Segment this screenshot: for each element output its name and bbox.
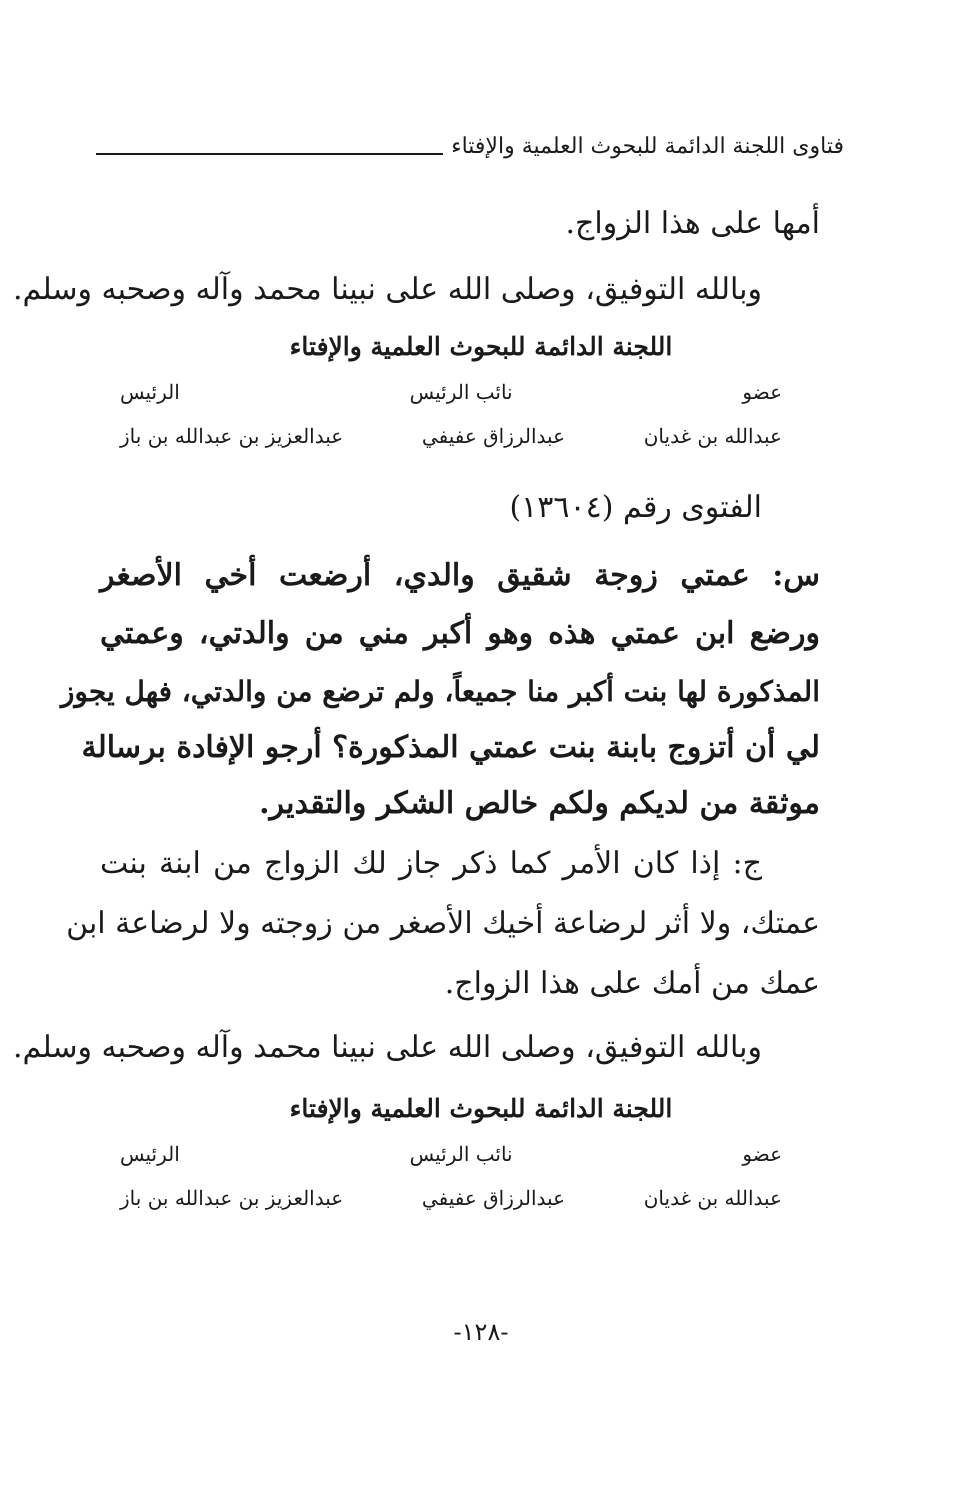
answer-line: ج: إذا كان الأمر كما ذكر جاز لك الزواج من ابنة بنت (100, 846, 762, 881)
name-vice-president: عبدالرزاق عفيفي (421, 424, 566, 448)
closing-prayer: وبالله التوفيق، وصلى الله على نبينا محمد وآله وصحبه وسلم. (12, 1030, 762, 1065)
question-line: لي أن أتزوج بابنة بنت عمتي المذكورة؟ أرجو الإفادة برسالة (81, 730, 820, 765)
name-member: عبدالله بن غديان (643, 1186, 782, 1210)
question-line: موثقة من لديكم ولكم خالص الشكر والتقدير. (259, 786, 820, 821)
signature-names (120, 1186, 782, 1210)
continued-text: أمها على هذا الزواج. (565, 206, 820, 241)
role-vice-president: نائب الرئيس (409, 1142, 513, 1166)
signature-names (120, 424, 782, 448)
committee-name: اللجنة الدائمة للبحوث العلمية والإفتاء (289, 1094, 673, 1123)
closing-prayer: وبالله التوفيق، وصلى الله على نبينا محمد وآله وصحبه وسلم. (12, 272, 762, 307)
answer-line: عمتك، ولا أثر لرضاعة أخيك الأصغر من زوجته ولا لرضاعة ابن (66, 906, 820, 941)
signature-roles (120, 1142, 782, 1166)
role-member: عضو (742, 380, 782, 404)
page-number: -١٢٨- (453, 1318, 509, 1346)
name-president: عبدالعزيز بن عبدالله بن باز (120, 424, 344, 448)
question-line: ورضع ابن عمتي هذه وهو أكبر مني من والدتي، وعمتي (100, 616, 820, 651)
question-line: س: عمتي زوجة شقيق والدي، أرضعت أخي الأصغر (100, 558, 820, 593)
signature-roles (120, 380, 782, 404)
role-president: الرئيس (120, 1142, 180, 1166)
role-president: الرئيس (120, 380, 180, 404)
role-vice-president: نائب الرئيس (409, 380, 513, 404)
name-vice-president: عبدالرزاق عفيفي (421, 1186, 566, 1210)
committee-name: اللجنة الدائمة للبحوث العلمية والإفتاء (289, 332, 673, 361)
answer-line: عمك من أمك على هذا الزواج. (444, 966, 820, 1001)
fatwa-number-title: الفتوى رقم (١٣٦٠٤) (509, 490, 762, 525)
role-member: عضو (742, 1142, 782, 1166)
header-rule (96, 153, 443, 155)
name-member: عبدالله بن غديان (643, 424, 782, 448)
header-title: فتاوى اللجنة الدائمة للبحوث العلمية والإفتاء (451, 134, 844, 159)
question-line: المذكورة لها بنت أكبر منا جميعاً، ولم ترضع من والدتي، فهل يجوز (60, 675, 820, 708)
name-president: عبدالعزيز بن عبدالله بن باز (120, 1186, 344, 1210)
running-header (96, 132, 844, 162)
